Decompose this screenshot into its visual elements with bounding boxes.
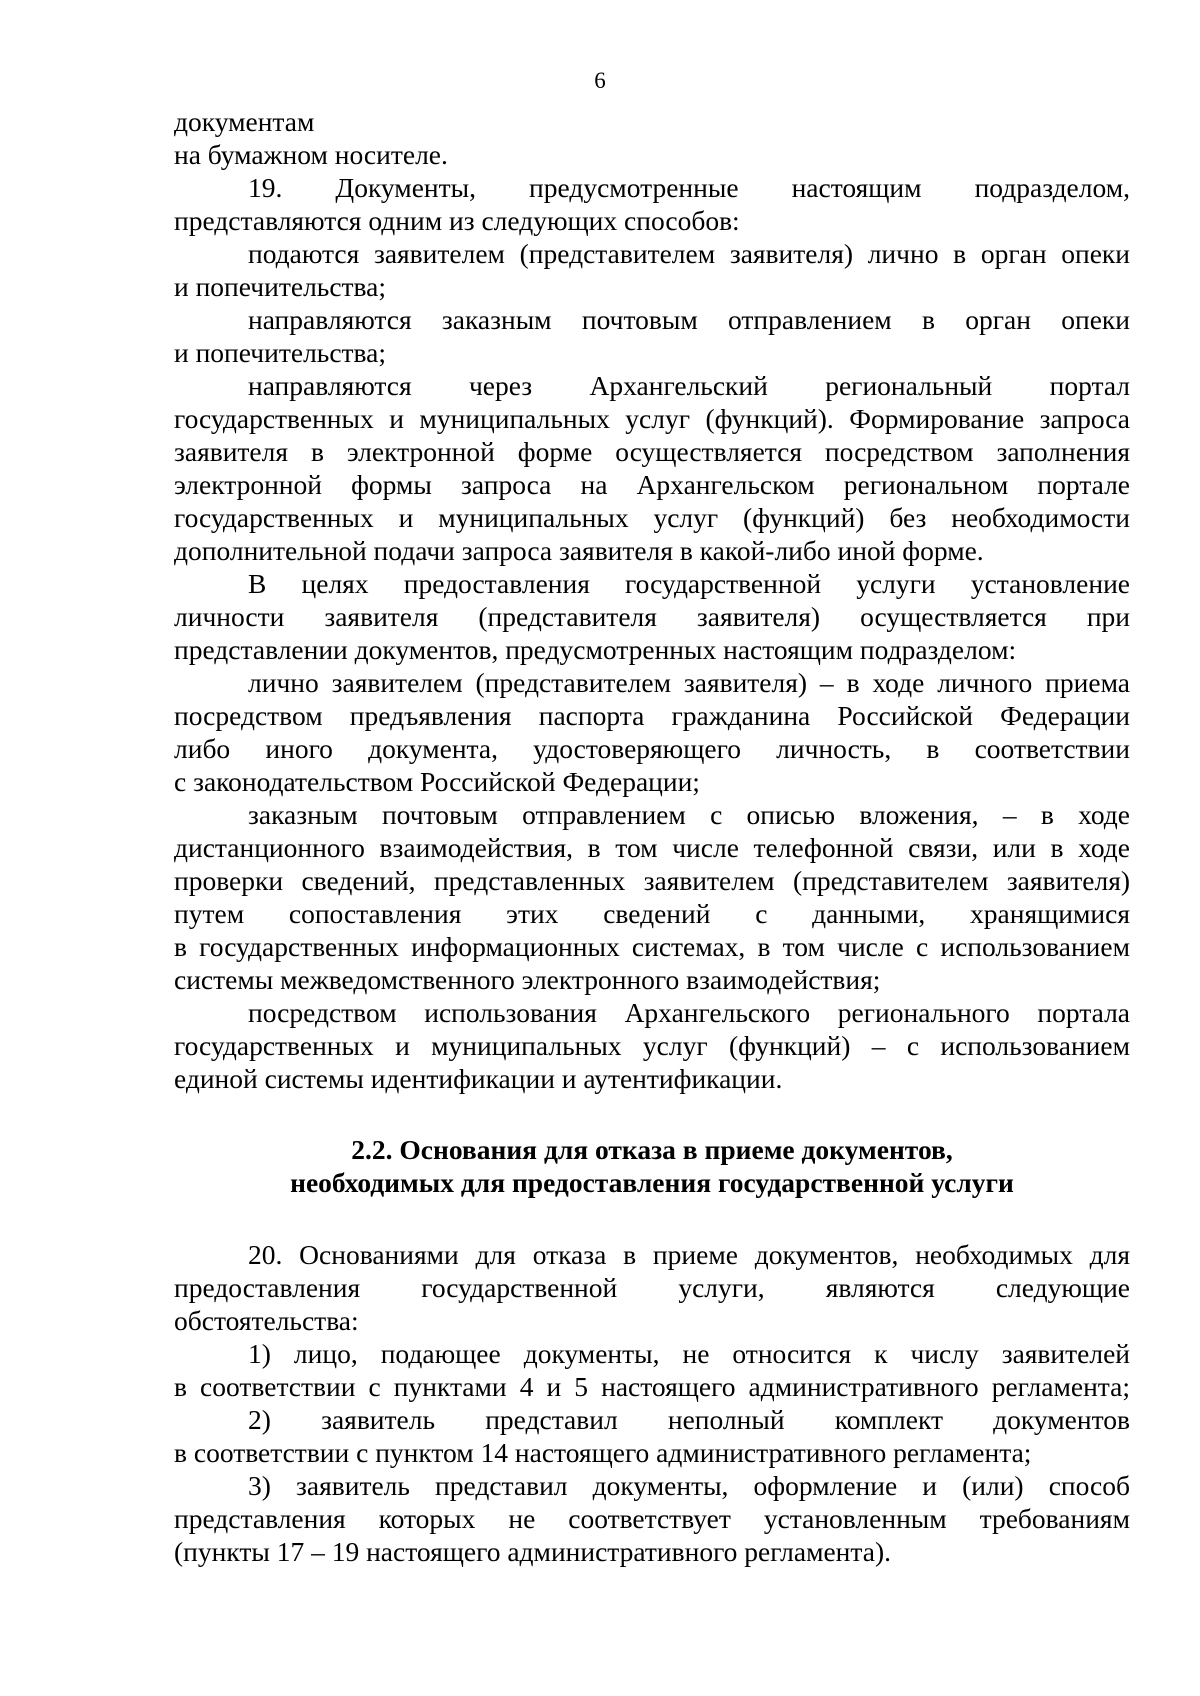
- text-line: единой системы идентификации и аутентификации.: [174, 1063, 783, 1094]
- text-line: с законодательством Российской Федерации;: [174, 766, 700, 797]
- text-line: на бумажном носителе.: [174, 139, 448, 170]
- list-item-start: направляются через Архангельский региональный портал: [248, 370, 1130, 401]
- section-heading: 2.2. Основания для отказа в приеме документов,: [351, 1134, 953, 1165]
- text-line: и попечительства;: [174, 337, 387, 368]
- list-item-start: 2) заявитель представил неполный комплект документов: [248, 1404, 1130, 1435]
- text-line: дистанционного взаимодействия, в том числе телефонной связи, или в ходе: [174, 832, 1130, 863]
- text-line: электронной формы запроса на Архангельском региональном портале: [174, 469, 1130, 500]
- text-line: (пункты 17 – 19 настоящего административного регламента).: [174, 1536, 891, 1567]
- text-line: личности заявителя (представителя заявителя) осуществляется при: [174, 601, 1130, 632]
- list-item-start: лично заявителем (представителем заявителя) – в ходе личного приема: [248, 667, 1130, 698]
- list-item-start: посредством использования Архангельского регионального портала: [248, 997, 1130, 1028]
- paragraph-20-start: 20. Основаниями для отказа в приеме документов, необходимых для: [248, 1239, 1130, 1270]
- paragraph-19-start: 19. Документы, предусмотренные настоящим подразделом,: [248, 172, 1130, 203]
- page-number: 6: [594, 68, 606, 93]
- text-line: государственных и муниципальных услуг (функций) без необходимости: [174, 502, 1130, 533]
- text-line: проверки сведений, представленных заявителем (представителем заявителя): [174, 865, 1130, 896]
- list-item-start: заказным почтовым отправлением с описью вложения, – в ходе: [248, 799, 1130, 830]
- paragraph-start: В целях предоставления государственной услуги установление: [248, 568, 1130, 599]
- text-line: системы межведомственного электронного взаимодействия;: [174, 964, 881, 995]
- text-line: государственных и муниципальных услуг (функций) – с использованием: [174, 1030, 1130, 1061]
- text-line: обстоятельства:: [174, 1305, 359, 1336]
- text-line: и попечительства;: [174, 271, 387, 302]
- text-line: либо иного документа, удостоверяющего личность, в соответствии: [174, 733, 1130, 764]
- text-line: предоставления государственной услуги, являются следующие: [174, 1272, 1130, 1303]
- text-line: государственных и муниципальных услуг (функций). Формирование запроса: [174, 403, 1130, 434]
- list-item-start: 1) лицо, подающее документы, не относится к числу заявителей: [248, 1338, 1130, 1369]
- text-line: путем сопоставления этих сведений с данными, хранящимися: [174, 898, 1130, 929]
- text-line: дополнительной подачи запроса заявителя в какой-либо иной форме.: [174, 535, 984, 566]
- section-heading: необходимых для предоставления государственной услуги: [290, 1167, 1014, 1198]
- text-line: посредством предъявления паспорта гражданина Российской Федерации: [174, 700, 1130, 731]
- list-item-start: направляются заказным почтовым отправлением в орган опеки: [248, 304, 1130, 335]
- list-item-start: подаются заявителем (представителем заявителя) лично в орган опеки: [248, 238, 1130, 269]
- text-line: представляются одним из следующих способов:: [174, 205, 740, 236]
- text-line: документам: [174, 106, 315, 137]
- text-line: заявителя в электронной форме осуществляется посредством заполнения: [174, 436, 1130, 467]
- text-line: представлении документов, предусмотренных настоящим подразделом:: [174, 634, 1017, 665]
- text-line: в государственных информационных системах, в том числе с использованием: [174, 931, 1130, 962]
- text-line: в соответствии с пунктами 4 и 5 настоящего административного регламента;: [174, 1371, 1130, 1402]
- list-item-start: 3) заявитель представил документы, оформление и (или) способ: [248, 1470, 1130, 1501]
- text-line: в соответствии с пунктом 14 настоящего административного регламента;: [174, 1437, 1032, 1468]
- text-line: представления которых не соответствует установленным требованиям: [174, 1503, 1130, 1534]
